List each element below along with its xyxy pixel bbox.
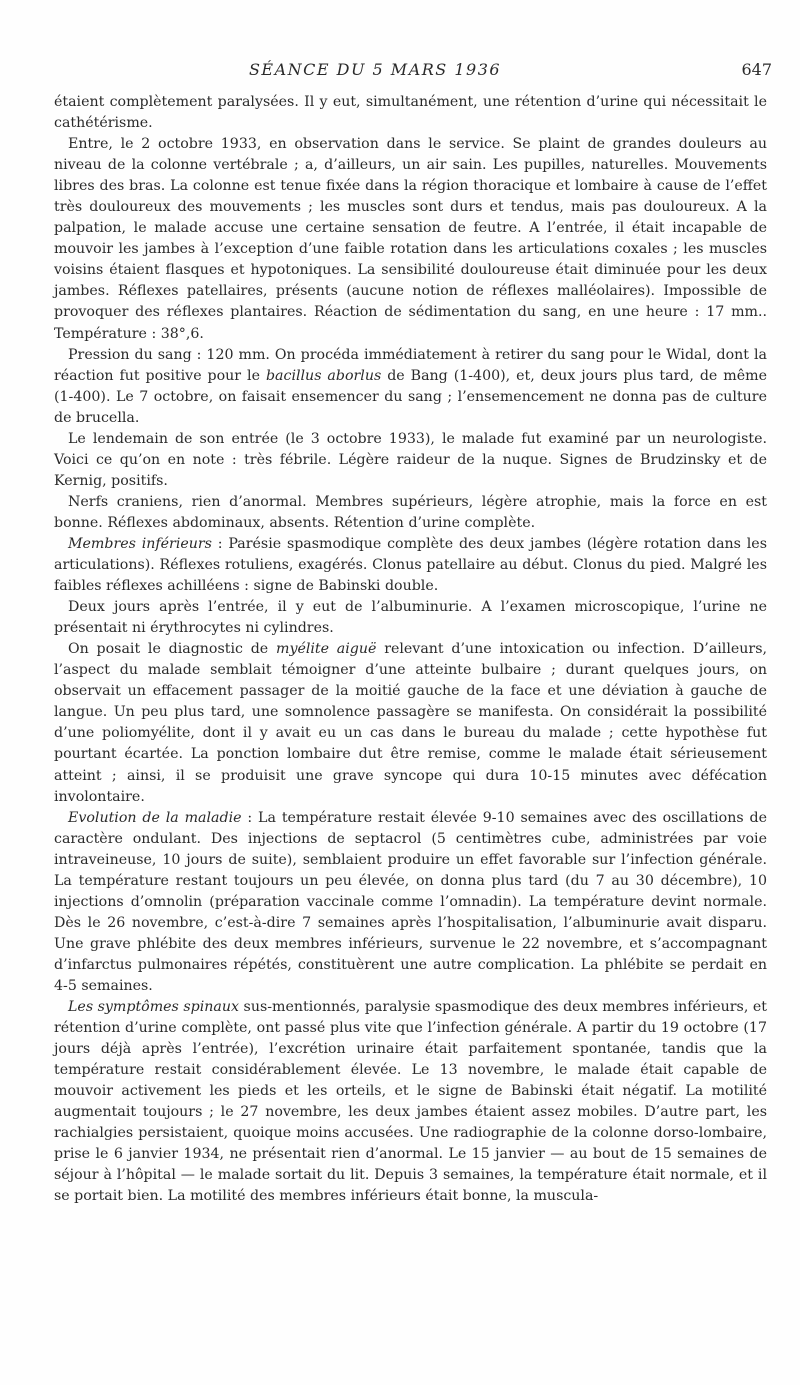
paragraph-text: relevant d’une intoxication ou infection. D’ailleurs, l’aspect du malade semblait témoigner d’une atteinte bulbaire ; durant quelques jours, on observait un effacement passager de la moitié gauche de la face et une déviation à gauche de langue. Un peu plus tard, une somnolence passagère se manifesta. On considérait la possibilité d’une poliomyélite, dont il y avait eu un cas dans le bureau du malade ; cette hypothèse fut pourtant écartée. La ponction lombaire dut être remise, comme le malade était sérieusement atteint ; ainsi, il se produisit une grave syncope qui dura 10-15 minutes avec défécation involontaire. xyxy=(54,641,767,805)
paragraph xyxy=(54,134,767,344)
paragraph-text: Pression du sang : 120 mm. On procéda immédiatement à retirer du sang pour le Widal, dont la réaction fut positive pour le xyxy=(54,346,767,384)
paragraph xyxy=(54,492,767,534)
paragraph-text: de Bang (1-400), et, deux jours plus tard, de même (1-400). Le 7 octobre, on faisait ensemencer du sang ; l’ensemencement ne donna pas de culture de brucella. xyxy=(54,367,767,426)
paragraph xyxy=(54,429,767,492)
paragraph xyxy=(54,997,767,1207)
paragraph-text: Nerfs craniens, rien d’anormal. Membres supérieurs, légère atrophie, mais la force en est bonne. Réflexes abdominaux, absents. Rétention d’urine complète. xyxy=(54,493,767,531)
body-text xyxy=(54,92,767,1207)
italic-text: Evolution de la maladie xyxy=(68,809,242,826)
paragraph-text: Le lendemain de son entrée (le 3 octobre 1933), le malade fut examiné par un neurologiste. Voici ce qu’on en note : très fébrile. Légère raideur de la nuque. Signes de Brudzinsky et de Kernig, positifs. xyxy=(54,430,767,489)
paragraph-text: : Parésie spasmodique complète des deux jambes (légère rotation dans les articulations). Réflexes rotuliens, exagérés. Clonus patellaire au début. Clonus du pied. Malgré les faibles réflexes achilléens : signe de Babinski double. xyxy=(54,535,767,595)
paragraph-text: Deux jours après l’entrée, il y eut de l’albuminurie. A l’examen microscopique, l’urine ne présentait ni érythrocytes ni cylindres. xyxy=(54,599,767,637)
paragraph-text: Entre, le 2 octobre 1933, en observation dans le service. Se plaint de grandes douleurs au niveau de la colonne vertébrale ; a, d’ailleurs, un air sain. Les pupilles, naturelles. Mouvements libres des bras. La colonne est tenue fixée dans la région thoracique et lombaire à cause de l’effet très douloureux des mouvements ; les muscles sont durs et tendus, mais pas douloureux. A la palpation, le malade accuse une certaine sensation de feutre. A l’entrée, il était incapable de mouvoir les jambes à l’exception d’une faible rotation dans les articulations coxales ; les muscles voisins étaient flasques et hypotoniques. La sensibilité douloureuse était diminuée pour les deux jambes. Réflexes patellaires, présents (aucune notion de réflexes malléolaires). Impossible de provoquer des réflexes plantaires. Réaction de sédimentation du sang, en une heure : 17 mm.. Température : 38°,6. xyxy=(54,136,767,342)
italic-text: Les symptômes spinaux xyxy=(68,999,240,1016)
paragraph xyxy=(54,345,767,429)
page-number: 647 xyxy=(741,60,772,79)
running-header-title: SÉANCE DU 5 MARS 1936 xyxy=(248,60,502,79)
paragraph xyxy=(54,92,767,134)
paragraph xyxy=(54,639,767,807)
italic-text: bacillus aborlus xyxy=(265,367,382,384)
italic-text: Membres inférieurs xyxy=(68,535,212,552)
paragraph xyxy=(54,808,767,997)
paragraph-text: On posait le diagnostic de xyxy=(68,641,276,658)
paragraph-text: : La température restait élevée 9-10 semaines avec des oscillations de caractère ondulant. Des injections de septacrol (5 centimètres cube, administrées par voie intraveineuse, 10 jours de suite), semblaient produire un effet favorable sur l’infection générale. La température restant toujours un peu élevée, on donna plus tard (du 7 au 30 décembre), 10 injections d’omnolin (préparation vaccinale comme l’omnadin). La température devint normale. Dès le 26 novembre, c’est-à-dire 7 semaines après l’hospitalisation, l’albuminurie avait disparu. Une grave phlébite des deux membres inférieurs, survenue le 22 novembre, et s’accompagnant d’infarctus pulmonaires répétés, constituèrent une autre complication. La phlébite se perdait en 4-5 semaines. xyxy=(54,809,767,994)
paragraph-text: étaient complètement paralysées. Il y eut, simultanément, une rétention d’urine qui nécessitait le cathétérisme. xyxy=(54,94,767,132)
paragraph-text: sus-mentionnés, paralysie spasmodique des deux membres inférieurs, et rétention d’urine complète, ont passé plus vite que l’infection générale. A partir du 19 octobre (17 jours déjà après l’entrée), l’excrétion urinaire était parfaitement spontanée, tandis que la température restait considérablement élevée. Le 13 novembre, le malade était capable de mouvoir activement les pieds et les orteils, et le signe de Babinski était négatif. La motilité augmentait toujours ; le 27 novembre, les deux jambes étaient assez mobiles. D’autre part, les rachialgies persistaient, quoique moins accusées. Une radiographie de la colonne dorso-lombaire, prise le 6 janvier 1934, ne présentait rien d’anormal. Le 15 janvier — au bout de 15 semaines de séjour à l’hôpital — le malade sortait du lit. Depuis 3 semaines, la température était normale, et il se portait bien. La motilité des membres inférieurs était bonne, la muscula- xyxy=(54,999,767,1205)
paragraph xyxy=(54,597,767,639)
italic-text: myélite aiguë xyxy=(275,641,377,658)
paragraph xyxy=(54,534,767,597)
